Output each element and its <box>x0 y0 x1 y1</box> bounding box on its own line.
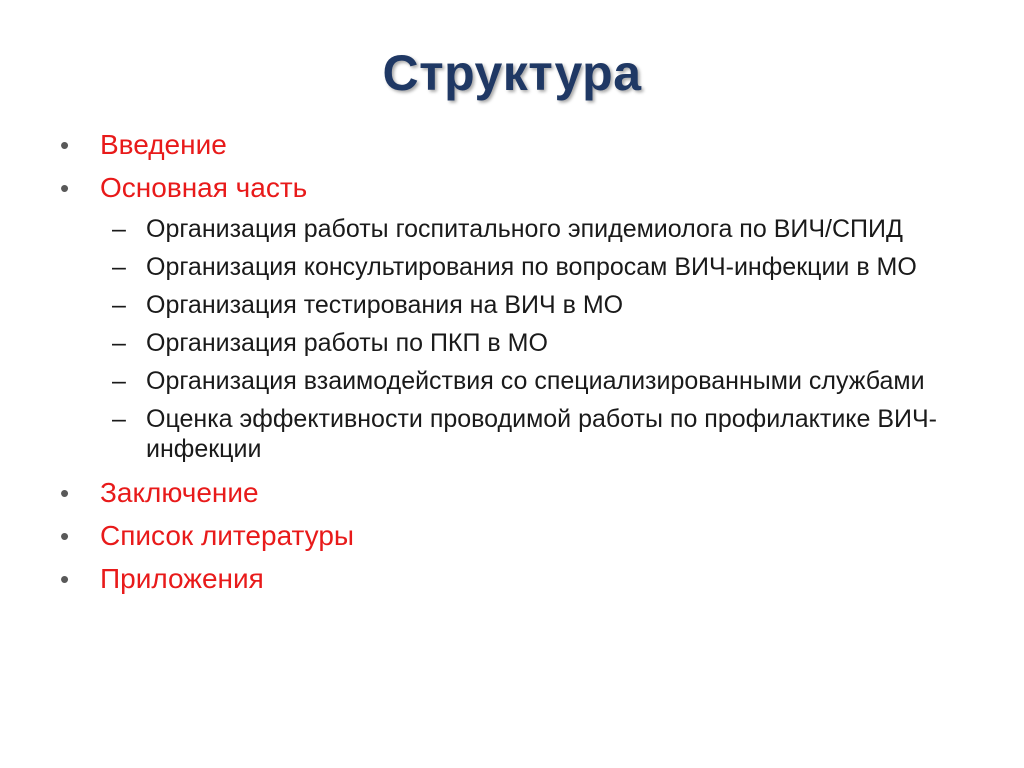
sub-item-label: Организация работы по ПКП в МО <box>146 329 548 357</box>
sub-item-testing <box>58 290 978 320</box>
bullet-icon: • <box>60 521 70 551</box>
bullet-icon: • <box>60 478 70 508</box>
outline-list <box>58 128 978 605</box>
dash-icon: – <box>112 405 126 433</box>
sub-item-label: Организация работы госпитального эпидемиолога по ВИЧ/СПИД <box>146 215 903 243</box>
bullet-icon: • <box>60 130 70 160</box>
sub-item-counseling <box>58 252 978 282</box>
outline-item-introduction <box>58 128 978 162</box>
outline-item-label: Основная часть <box>100 172 308 203</box>
outline-item-label: Заключение <box>100 477 259 508</box>
bullet-icon: • <box>60 564 70 594</box>
outline-item-references <box>58 519 978 553</box>
dash-icon: – <box>112 215 126 243</box>
dash-icon: – <box>112 367 126 395</box>
dash-icon: – <box>112 253 126 281</box>
slide-title: Структура <box>382 45 642 101</box>
sub-item-cooperation <box>58 366 978 396</box>
outline-item-label: Приложения <box>100 563 264 594</box>
dash-icon: – <box>112 329 126 357</box>
sub-item-label: Организация взаимодействия со специализированными службами <box>146 367 925 395</box>
bullet-icon: • <box>60 173 70 203</box>
main-part-sublist <box>58 214 978 464</box>
sub-item-label: Организация консультирования по вопросам ВИЧ-инфекции в МО <box>146 253 917 281</box>
outline-item-main-part <box>58 171 978 205</box>
sub-item-label: Оценка эффективности проводимой работы по профилактике ВИЧ-инфекции <box>146 405 938 463</box>
sub-item-label: Организация тестирования на ВИЧ в МО <box>146 291 624 319</box>
outline-item-label: Список литературы <box>100 520 355 551</box>
dash-icon: – <box>112 291 126 319</box>
sub-item-evaluation <box>58 404 978 464</box>
outline-item-appendices <box>58 562 978 596</box>
outline-item-label: Введение <box>100 129 227 160</box>
outline-item-conclusion <box>58 476 978 510</box>
sub-item-epidemiologist <box>58 214 978 244</box>
sub-item-pep <box>58 328 978 358</box>
